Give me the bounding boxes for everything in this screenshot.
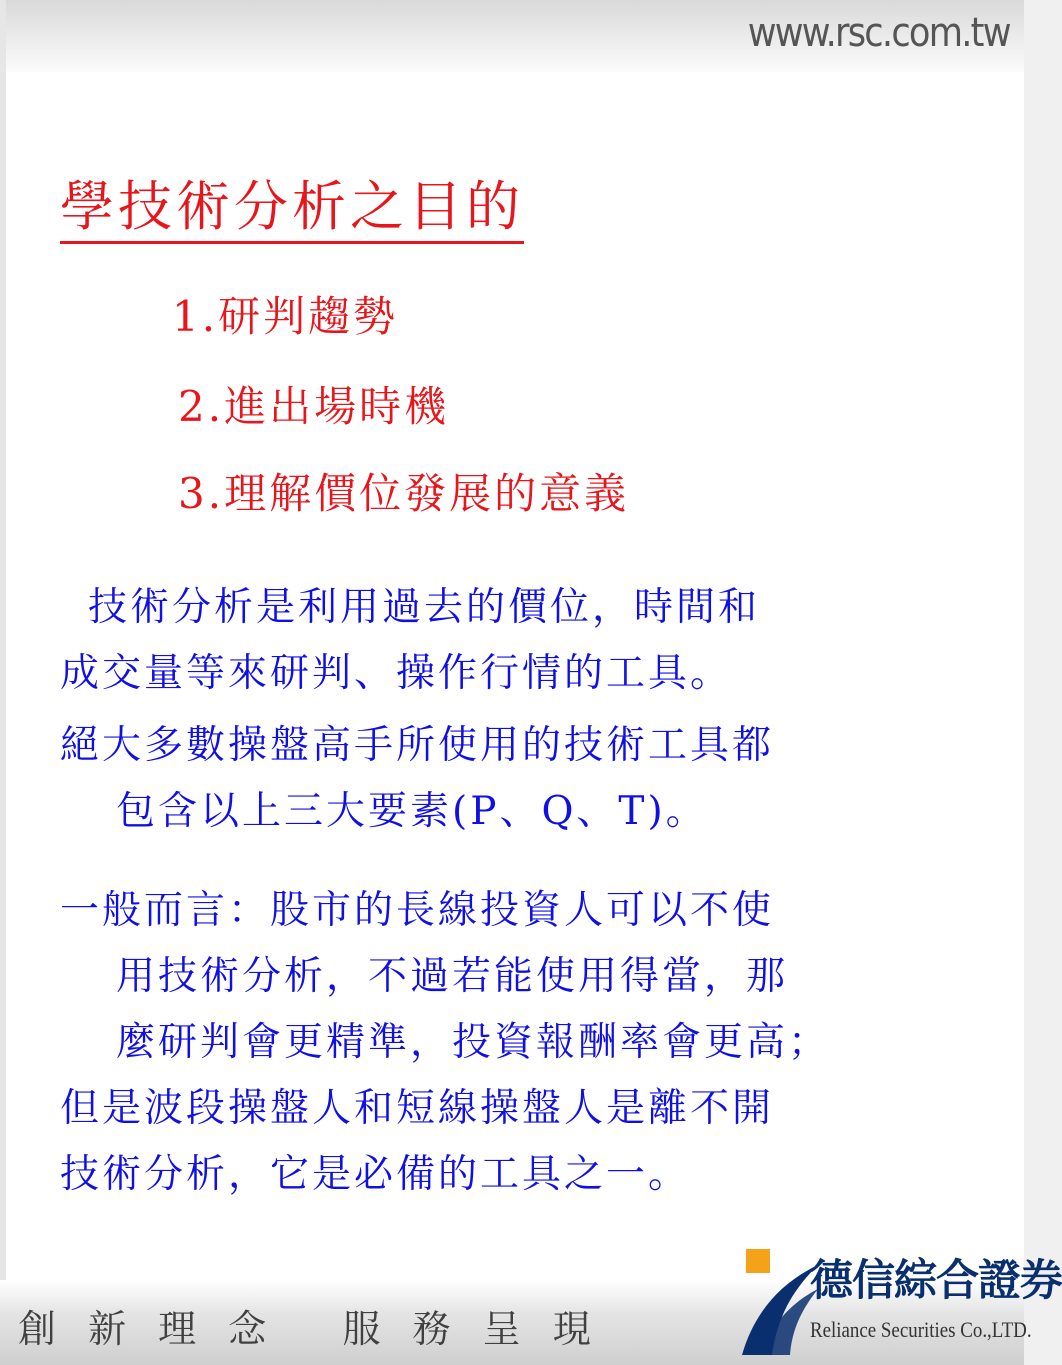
paragraph-conclusion — [60, 878, 830, 1208]
paragraph-line: 技術分析是利用過去的價位，時間和 — [88, 585, 761, 630]
website-url: www.rsc.com.tw — [747, 10, 1010, 56]
logo-english-name: Reliance Securities Co.,LTD. — [810, 1317, 1032, 1342]
slide-title: 學技術分析之目的 — [60, 175, 524, 244]
paragraph-line: 技術分析，它是必備的工具之一。 — [60, 1152, 691, 1197]
paragraph-elements — [60, 713, 774, 845]
paragraph-definition — [60, 575, 760, 707]
paragraph-line: 包含以上三大要素(P、Q、T)。 — [116, 789, 708, 834]
point-3: 3.理解價位發展的意義 — [178, 469, 630, 518]
paragraph-line: 成交量等來研判、操作行情的工具。 — [60, 651, 733, 696]
logo-chinese-name: 德信綜合證券 — [810, 1256, 1062, 1306]
paragraph-line: 一般而言：股市的長線投資人可以不使 — [60, 888, 775, 933]
paragraph-line: 用技術分析，不過若能使用得當，那 — [116, 954, 789, 999]
company-logo — [740, 1243, 1062, 1358]
paragraph-line: 麼研判會更精準，投資報酬率會更高； — [116, 1020, 831, 1065]
footer-slogan: 創 新 理 念 服 務 呈 現 — [18, 1307, 601, 1351]
point-1: 1.研判趨勢 — [172, 292, 399, 341]
left-edge-stripe — [0, 0, 6, 1365]
logo-swoosh-icon — [740, 1243, 820, 1355]
paragraph-line: 但是波段操盤人和短線操盤人是離不開 — [60, 1086, 775, 1131]
point-2: 2.進出場時機 — [178, 382, 450, 431]
paragraph-line: 絕大多數操盤高手所使用的技術工具都 — [60, 723, 775, 768]
